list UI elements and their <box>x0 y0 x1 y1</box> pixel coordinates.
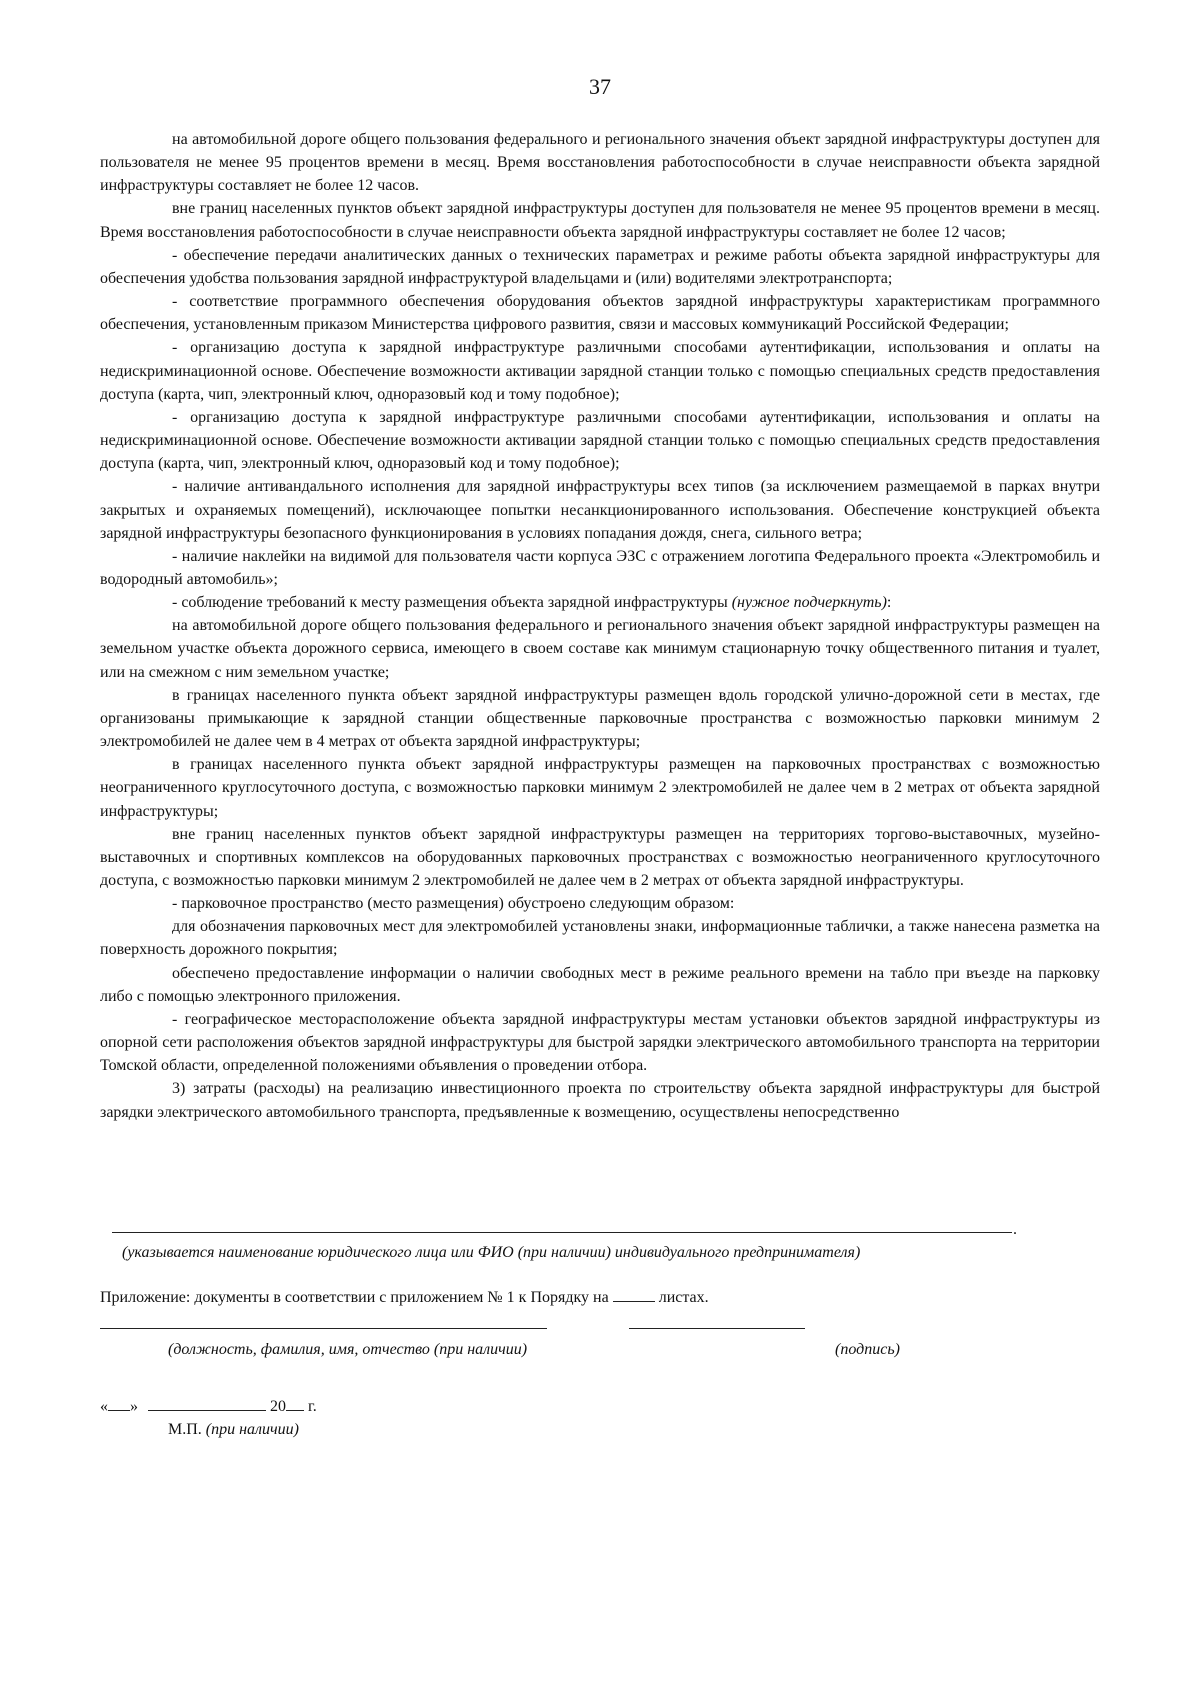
entity-name-line[interactable] <box>112 1232 1012 1233</box>
signature-line[interactable] <box>629 1328 805 1329</box>
paragraph-costs-item-3: 3) затраты (расходы) на реализацию инвестиционного проекта по строительству объекта зарядной инфраструктуры для быстрой зарядки электрического автомобильного транспорта, предъявленные к возмещению, осуществлены непосредственно <box>100 1080 1100 1121</box>
paragraph-signs-markings: для обозначения парковочных мест для электромобилей установлены знаки, информационные таблички, а также нанесена разметка на поверхность дорожного покрытия; <box>100 918 1100 959</box>
paragraph-sticker-logo: - наличие наклейки на видимой для пользователя части корпуса ЭЗС с отражением логотипа Федерального проекта «Электромобиль и водородный автомобиль»; <box>100 547 1100 588</box>
date-year-blank[interactable] <box>286 1396 304 1411</box>
paragraph-antivandal: - наличие антивандального исполнения для зарядной инфраструктуры всех типов (за исключением размещаемой в парках внутри закрытых и охраняемых помещений), исключающее попытки несанкционированного использования. Обеспечение конструкцией объекта зарядной инфраструктуры безопасного функционирования в условиях попадания дождя, снега, сильного ветра; <box>100 478 1100 542</box>
attachment-line <box>100 1287 709 1308</box>
paragraph-geographic-location: - географическое месторасположение объекта зарядной инфраструктуры местам установки объектов зарядной инфраструктуры из опорной сети расположения объектов зарядной инфраструктуры для быстрой зарядки электрического автомобильного транспорта на территории Томской области, определенной положениями объявления о проведении отбора. <box>100 1010 1100 1075</box>
placement-text: - соблюдение требований к месту размещения объекта зарядной инфраструктуры <box>172 594 732 612</box>
attachment-sheets-blank[interactable] <box>613 1287 655 1302</box>
paragraph-access-organization-repeat: - организацию доступа к зарядной инфраструктуре различными способами аутентификации, использования и оплаты на недискриминационной основе. Обеспечение возможности активации зарядной станции только с помощью специальных средств предоставления доступа (карта, чип, электронный ключ, одноразовый код и тому подобное); <box>100 408 1100 473</box>
stamp-label: М.П. <box>168 1421 206 1438</box>
stamp-line <box>168 1420 299 1440</box>
attachment-prefix: Приложение: документы в соответствии с приложением № 1 к Порядку на <box>100 1289 609 1306</box>
placement-note: (нужное подчеркнуть) <box>731 594 887 612</box>
body-text <box>100 128 1100 1124</box>
paragraph-placement-requirements <box>100 591 1100 614</box>
paragraph-access-organization: - организацию доступа к зарядной инфраструктуре различными способами аутентификации, использования и оплаты на недискриминационной основе. Обеспечение возможности активации зарядной станции только с помощью специальных средств предоставления доступа (карта, чип, электронный ключ, одноразовый код и тому подобное); <box>100 339 1100 403</box>
attachment-suffix: листах. <box>658 1289 709 1306</box>
date-line <box>100 1396 317 1417</box>
entity-line-end: . <box>1013 1221 1017 1238</box>
page-number: 37 <box>589 74 611 99</box>
date-open-quote: « <box>100 1398 108 1415</box>
signature-caption: (подпись) <box>835 1341 900 1358</box>
paragraph-analytics-transfer: - обеспечение передачи аналитических данных о технических параметрах и режиме работы объекта зарядной инфраструктуры для обеспечения удобства пользования зарядной инфраструктурой владельцами и (или) водителями электротранспорта; <box>100 246 1100 287</box>
paragraph-software-compliance: - соответствие программного обеспечения оборудования объектов зарядной инфраструктуры характеристикам программного обеспечения, установленным приказом Министерства цифрового развития, связи и массовых коммуникаций Российской Федерации; <box>100 293 1100 334</box>
paragraph-road-service-site: на автомобильной дороге общего пользования федерального и регионального значения объект зарядной инфраструктуры размещен на земельном участке объекта дорожного сервиса, имеющего в своем составе как минимум стационарную точку общественного питания и туалет, или на смежном с ним земельном участке; <box>100 617 1100 681</box>
date-year-prefix: 20 <box>270 1398 286 1415</box>
date-close-quote: » <box>130 1398 138 1415</box>
position-caption: (должность, фамилия, имя, отчество (при наличии) <box>168 1341 528 1358</box>
paragraph-federal-road-availability: на автомобильной дороге общего пользования федерального и регионального значения объект зарядной инфраструктуры доступен для пользователя не менее 95 процентов времени в месяц. Время восстановления работоспособности в случае неисправности объекта зарядной инфраструктуры составляет не более 12 часов. <box>100 131 1100 195</box>
entity-caption: (указывается наименование юридического лица или ФИО (при наличии) индивидуального предпринимателя) <box>122 1244 861 1261</box>
date-day-blank[interactable] <box>108 1396 130 1411</box>
date-month-blank[interactable] <box>148 1396 266 1411</box>
placement-tail: : <box>886 594 892 612</box>
paragraph-city-parking-spaces: в границах населенного пункта объект зарядной инфраструктуры размещен на парковочных пространствах с возможностью неограниченного круглосуточного доступа, с возможностью парковки минимум 2 электромобилей не далее чем в 2 метрах от объекта зарядной инфраструктуры; <box>100 756 1100 820</box>
paragraph-outside-settlements-availability: вне границ населенных пунктов объект зарядной инфраструктуры доступен для пользователя не менее 95 процентов времени в месяц. Время восстановления работоспособности в случае неисправности объекта зарядной инфраструктуры составляет не более 12 часов; <box>100 200 1100 241</box>
position-line[interactable] <box>100 1328 547 1329</box>
document-page <box>100 0 1100 1698</box>
paragraph-city-street-network: в границах населенного пункта объект зарядной инфраструктуры размещен вдоль городской улично-дорожной сети в местах, где организованы примыкающие к зарядной станции общественные парковочные пространства с возможностью парковки минимум 2 электромобилей не далее чем в 4 метрах от объекта зарядной инфраструктуры; <box>100 686 1100 751</box>
date-year-suffix: г. <box>308 1398 317 1415</box>
paragraph-exhibition-complexes: вне границ населенных пунктов объект зарядной инфраструктуры размещен на территориях торгово-выставочных, музейно-выставочных и спортивных комплексов на оборудованных парковочных пространствах с возможностью неограниченного круглосуточного доступа, с возможностью парковки минимум 2 электромобилей не далее чем в 2 метрах от объекта зарядной инфраструктуры. <box>100 825 1100 889</box>
stamp-note: (при наличии) <box>205 1421 299 1438</box>
paragraph-parking-arrangement: - парковочное пространство (место размещения) обустроено следующим образом: <box>172 895 735 913</box>
paragraph-free-spaces-info: обеспечено предоставление информации о наличии свободных мест в режиме реального времени на табло при въезде на парковку либо с помощью электронного приложения. <box>100 964 1100 1005</box>
